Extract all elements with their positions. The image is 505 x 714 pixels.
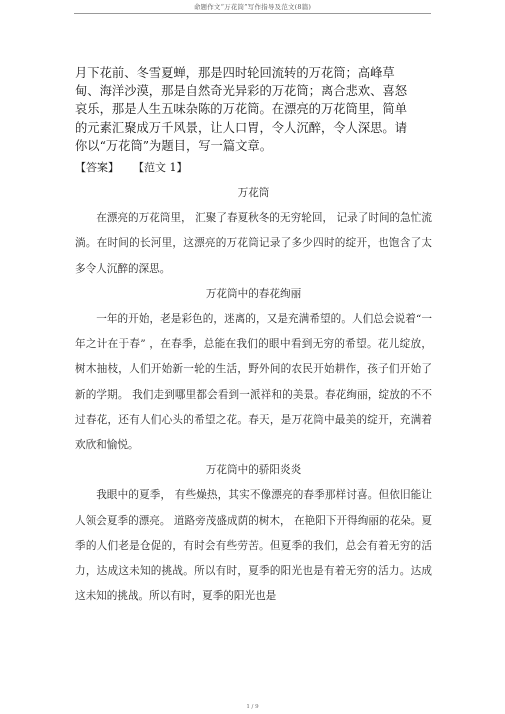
answer-line <box>75 159 188 175</box>
page-header: 命题作文“万花筒”写作指导及范文(8篇) <box>193 3 312 11</box>
page-number: 1 / 9 <box>246 704 259 710</box>
prompt-line: 月下花前、冬雪夏蝉，那是四时轮回流转的万花筒；高峰草 <box>75 66 395 80</box>
sample-essay-label: 【范文 1】 <box>133 161 188 174</box>
prompt-line: 你以“万花筒”为题目，写一篇文章。 <box>75 138 273 153</box>
prompt-line: 甸、海洋沙漠，那是自然奇光异彩的万花筒；离合悲欢、喜怒 <box>75 84 408 99</box>
prompt-line: 的元素汇聚成万千风景，让人口胃，令人沉醉，令人深思。请 <box>75 120 408 135</box>
prompt-line: 哀乐，那是人生五味杂陈的万花筒。在漂亮的万花筒里，简单 <box>75 102 408 117</box>
header-divider <box>74 13 431 14</box>
section-heading-summer: 万花筒中的骄阳炎炎 <box>205 464 302 477</box>
section-heading-spring: 万花筒中的春花绚丽 <box>205 287 302 300</box>
spring-paragraph: 一年的开始，老是彩色的，迷离的，又是充满希望的。人们总会说着“一年之计在于春” ，在春季，总能在我们的眼中看到无穷的希望。花儿绽放，树木抽枝，人们开始新一轮的生活，野外间的农民开始耕作，孩子们开始了新的学期。 我们走到哪里都会看到一派祥和的美景。春花绚丽，绽放的不不过春花，还有人们心头的希望之花。春天，是万花筒中最美的绽开，充满着欢欣和愉悦。 <box>75 313 432 452</box>
sample-essay <box>75 181 432 609</box>
essay-title: 万花筒 <box>237 187 270 199</box>
answer-label: 【答案】 <box>75 161 119 174</box>
summer-paragraph: 我眼中的夏季， 有些燥热，其实不像漂亮的春季那样讨喜。但依旧能让人领会夏季的漂亮。 道路旁茂盛成荫的树木， 在艳阳下开得绚丽的花朵。夏季的人们老是仓促的，有时会有些劳苦。但夏季的我们，总会有着无穷的活力，达成这未知的挑战。所以有时，夏季的阳光也是有着无穷的活力。达成这未知的挑战。所以有时，夏季的阳光也是 <box>75 489 432 603</box>
essay-intro-paragraph: 在漂亮的万花筒里， 汇聚了春夏秋冬的无穷轮回， 记录了时间的急忙流淌。在时间的长河里，这漂亮的万花筒记录了多少四时的绽开，也饱含了太多令人沉醉的深思。 <box>75 212 432 275</box>
essay-prompt <box>75 64 430 155</box>
